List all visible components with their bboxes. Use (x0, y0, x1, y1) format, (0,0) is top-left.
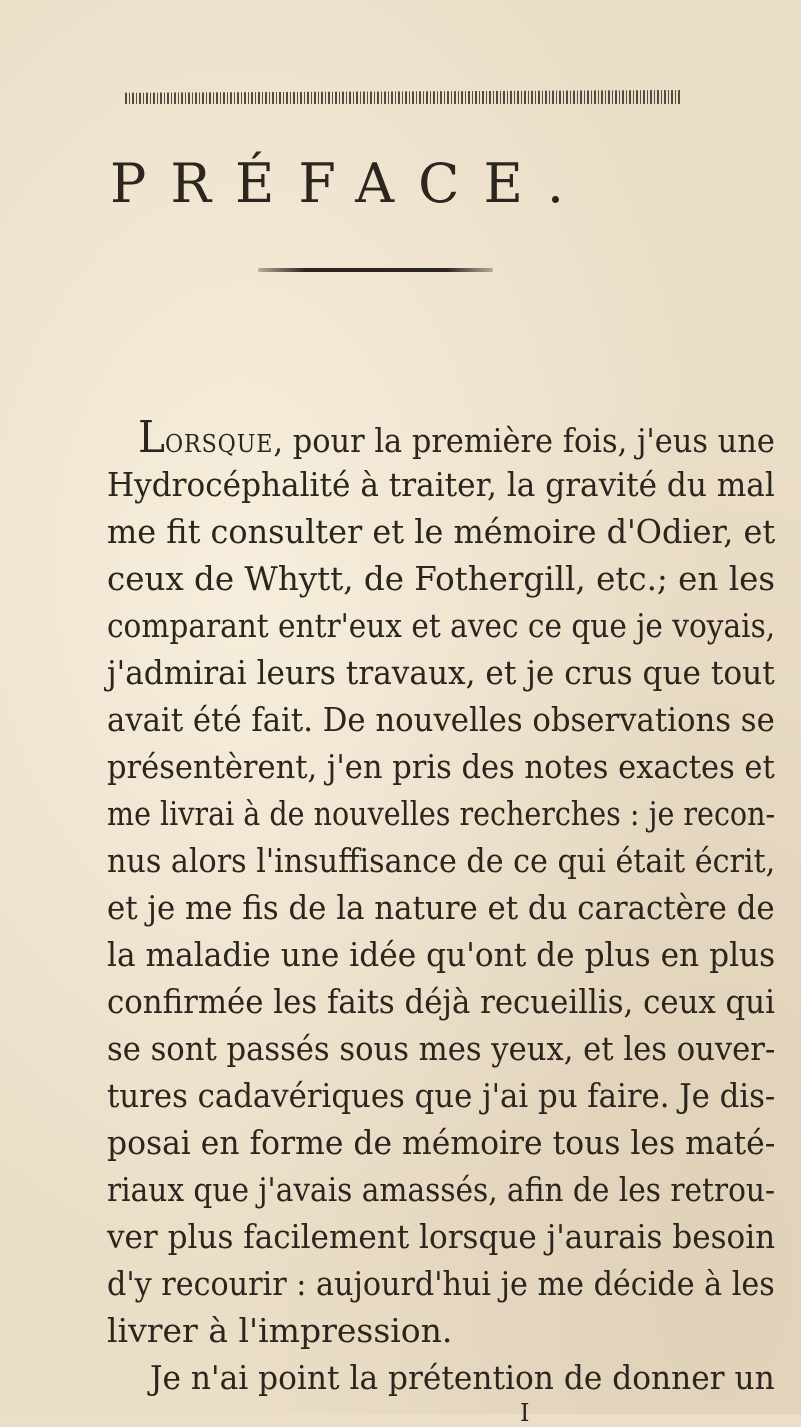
text-line-20: livrer à l'impression. (107, 1311, 453, 1350)
text-line-19: d'y recourir : aujourd'hui je me décide à les (107, 1264, 775, 1303)
text-line-6: j'admirai leurs travaux, et je crus que tout (107, 653, 775, 692)
text-line-21: Je n'ai point la prétention de donner un (150, 1358, 775, 1397)
page-title: PRÉFACE. (110, 152, 589, 215)
text-line-7: avait été fait. De nouvelles observations se (107, 700, 775, 739)
text-line-14: se sont passés sous mes yeux, et les ouver- (107, 1029, 776, 1068)
text-line-13: confirmée les faits déjà recueillis, ceux qui (107, 982, 775, 1021)
line-1-rest: , pour la première fois, j'eus une (273, 421, 775, 460)
text-line-10: nus alors l'insuffisance de ce qui était écrit, (107, 841, 776, 880)
text-line-15: tures cadavériques que j'ai pu faire. Je dis- (107, 1076, 776, 1115)
text-line-5: comparant entr'eux et avec ce que je voyais, (107, 606, 776, 645)
text-line-18: ver plus facilement lorsque j'aurais besoin (107, 1217, 776, 1256)
text-line-4: ceux de Whytt, de Fothergill, etc.; en les (107, 559, 776, 598)
text-line-8: présentèrent, j'en pris des notes exactes et (107, 747, 775, 786)
text-line-9: me livrai à de nouvelles recherches : je recon- (107, 794, 776, 833)
text-line-12: la maladie une idée qu'ont de plus en plus (107, 935, 776, 974)
text-line-17: riaux que j'avais amassés, afin de les retrou- (107, 1170, 775, 1209)
text-line-3: me fit consulter et le mémoire d'Odier, et (107, 512, 776, 551)
text-line-2: Hydrocéphalité à traiter, la gravité du mal (107, 465, 775, 504)
text-line-11: et je me fis de la nature et du caractère de (107, 888, 775, 927)
text-line-1 (138, 412, 775, 464)
dropcap-letter: L (138, 412, 165, 463)
signature-mark: I (520, 1399, 530, 1427)
text-line-16: posai en forme de mémoire tous les maté- (107, 1123, 776, 1162)
first-word: ORSQUE (164, 430, 274, 458)
